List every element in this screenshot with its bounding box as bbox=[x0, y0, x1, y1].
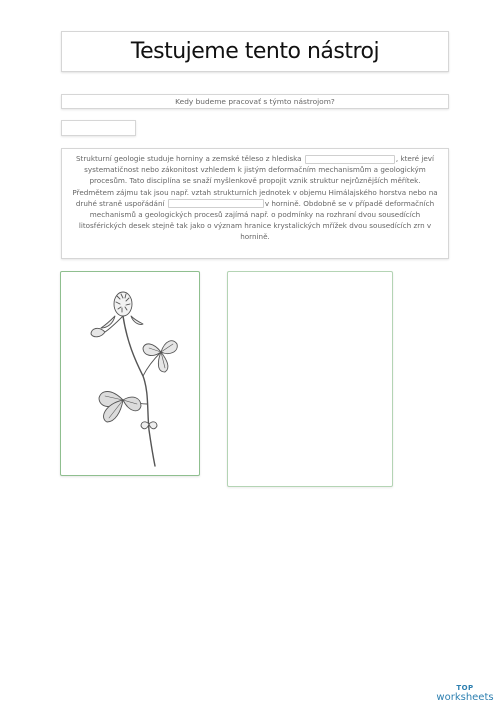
clover-image-card[interactable] bbox=[60, 271, 200, 476]
brand-name: worksheets bbox=[436, 692, 494, 703]
question-box bbox=[61, 94, 449, 109]
title-box bbox=[61, 31, 449, 72]
answer-input[interactable] bbox=[61, 120, 136, 136]
brand-top: TOP bbox=[456, 684, 474, 692]
page-title: Testujeme tento nástroj bbox=[130, 39, 380, 64]
image-drop-zone[interactable] bbox=[227, 271, 393, 487]
blank-input-2[interactable] bbox=[168, 199, 264, 208]
fill-in-paragraph bbox=[61, 148, 449, 259]
paragraph-text-1: Strukturní geologie studuje horniny a zemské těleso z hlediska bbox=[75, 154, 302, 163]
paragraph-text-2: , které jeví systematičnost nebo zákonitost vzhledem k jistým deformačním mechanismům a geologickým procesům. Tato disciplína se snaží myšlenkově propojit vznik struktur nejrůznějších měřítek. Předmětem zájmu tak jsou např. vztah strukturních jednotek v objemu Himálajského horstva nebo na druhé straně uspořádání bbox=[72, 154, 438, 208]
clover-illustration bbox=[61, 272, 200, 476]
paragraph-text-3: v hornině. Obdobně se v případě deformačních mechanismů a geologických procesů zajímá např. o podmínky na rozhraní dvou sousedících litosférických desek stejně tak jako o význam hranice krystalických mřížek dvou sousedících zrn v hornině. bbox=[78, 198, 435, 242]
question-text: Kedy budeme pracovať s týmto nástrojom? bbox=[175, 97, 335, 106]
blank-input-1[interactable] bbox=[305, 155, 395, 164]
topworksheets-logo[interactable] bbox=[430, 684, 500, 703]
